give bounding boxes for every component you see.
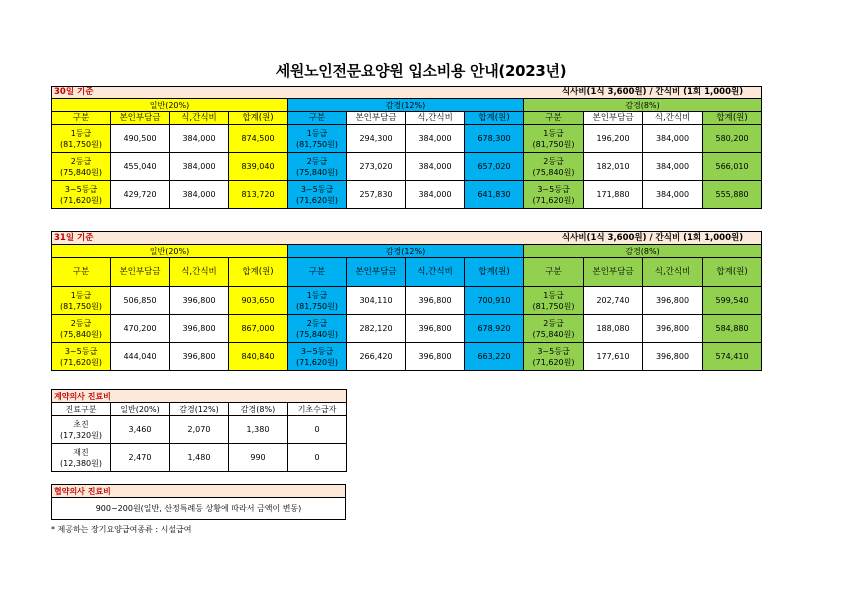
total-cell: 657,020 [465,153,524,181]
value-cell: 429,720 [111,181,170,209]
col-header: 합계(원) [465,258,524,287]
total-cell: 840,840 [229,343,288,371]
value-cell: 188,080 [584,315,643,343]
value-cell: 384,000 [643,125,703,153]
col-header: 본인부담금 [111,258,170,287]
value-cell: 273,020 [347,153,406,181]
value-cell: 384,000 [406,125,465,153]
value-cell: 3,460 [111,416,170,444]
col-header: 합계(원) [229,258,288,287]
total-cell: 574,410 [703,343,762,371]
value-cell: 506,850 [111,287,170,315]
col-header: 감경(8%) [229,403,288,416]
value-cell: 266,420 [347,343,406,371]
value-cell: 294,300 [347,125,406,153]
col-header: 본인부담금 [111,112,170,125]
grade-cell: 2등급 (75,840원) [52,153,111,181]
total-cell: 903,650 [229,287,288,315]
total-cell: 663,220 [465,343,524,371]
grade-cell: 2등급 (75,840원) [52,315,111,343]
col-header: 본인부담금 [584,258,643,287]
visit-kind-cell: 재진 (12,380원) [52,444,111,472]
total-cell: 867,000 [229,315,288,343]
table-row [52,444,347,472]
value-cell: 396,800 [170,315,229,343]
contract-doctor-title: 계약의사 진료비 [52,390,347,403]
group-reduced12: 감경(12%) [288,245,524,258]
grade-cell: 3~5등급 (71,620원) [52,181,111,209]
col-header: 구분 [288,112,347,125]
value-cell: 196,200 [584,125,643,153]
total-cell: 678,920 [465,315,524,343]
basis-label: 30일 기준 [52,87,406,99]
contract-doctor-table [51,389,347,472]
grade-cell: 2등급 (75,840원) [288,315,347,343]
value-cell: 384,000 [406,153,465,181]
value-cell: 444,040 [111,343,170,371]
value-cell: 384,000 [170,125,229,153]
value-cell: 304,110 [347,287,406,315]
value-cell: 171,880 [584,181,643,209]
assoc-doctor-table [51,484,346,520]
grade-cell: 1등급 (81,750원) [288,125,347,153]
col-header: 합계(원) [229,112,288,125]
value-cell: 282,120 [347,315,406,343]
value-cell: 396,800 [406,315,465,343]
table-row [52,315,762,343]
col-header: 일반(20%) [111,403,170,416]
grade-cell: 1등급 (81,750원) [524,287,584,315]
value-cell: 2,470 [111,444,170,472]
table-row [52,153,762,181]
value-cell: 384,000 [406,181,465,209]
value-cell: 177,610 [584,343,643,371]
value-cell: 396,800 [643,315,703,343]
page-title: 세원노인전문요양원 입소비용 안내(2023년) [275,62,567,80]
value-cell: 2,070 [170,416,229,444]
grade-cell: 2등급 (75,840원) [524,153,584,181]
assoc-doctor-title: 협약의사 진료비 [52,485,346,498]
group-reduced8: 감경(8%) [524,245,762,258]
total-cell: 874,500 [229,125,288,153]
value-cell: 396,800 [406,343,465,371]
value-cell: 257,830 [347,181,406,209]
assoc-doctor-text: 900~200원(일반, 산정특례등 상황에 따라서 금액이 변동) [52,498,346,520]
fee-table-30 [51,86,762,209]
grade-cell: 1등급 (81,750원) [524,125,584,153]
value-cell: 1,380 [229,416,288,444]
col-header: 합계(원) [703,112,762,125]
total-cell: 813,720 [229,181,288,209]
col-header: 식,간식비 [643,112,703,125]
meal-note: 식사비(1식 3,600원) / 간식비 (1회 1,000원) [406,232,762,245]
col-header: 진료구분 [52,403,111,416]
group-general: 일반(20%) [52,99,288,112]
grade-cell: 3~5등급 (71,620원) [52,343,111,371]
col-header: 기초수급자 [288,403,347,416]
value-cell: 384,000 [170,153,229,181]
meal-note: 식사비(1식 3,600원) / 간식비 (1회 1,000원) [406,87,762,99]
grade-cell: 2등급 (75,840원) [524,315,584,343]
grade-cell: 3~5등급 (71,620원) [524,181,584,209]
grade-cell: 1등급 (81,750원) [52,125,111,153]
table-row [52,343,762,371]
col-header: 식,간식비 [170,112,229,125]
col-header: 본인부담금 [347,258,406,287]
value-cell: 396,800 [643,287,703,315]
value-cell: 396,800 [643,343,703,371]
table-row [52,181,762,209]
col-header: 구분 [288,258,347,287]
value-cell: 470,200 [111,315,170,343]
col-header: 감경(12%) [170,403,229,416]
total-cell: 700,910 [465,287,524,315]
col-header: 구분 [524,112,584,125]
table-row [52,125,762,153]
value-cell: 0 [288,416,347,444]
value-cell: 990 [229,444,288,472]
total-cell: 584,880 [703,315,762,343]
total-cell: 580,200 [703,125,762,153]
col-header: 식,간식비 [406,112,465,125]
total-cell: 678,300 [465,125,524,153]
col-header: 구분 [52,112,111,125]
col-header: 합계(원) [703,258,762,287]
grade-cell: 3~5등급 (71,620원) [288,343,347,371]
total-cell: 839,040 [229,153,288,181]
value-cell: 384,000 [170,181,229,209]
value-cell: 0 [288,444,347,472]
col-header: 구분 [52,258,111,287]
col-header: 식,간식비 [406,258,465,287]
value-cell: 490,500 [111,125,170,153]
col-header: 본인부담금 [347,112,406,125]
basis-label: 31일 기준 [52,232,406,245]
total-cell: 599,540 [703,287,762,315]
value-cell: 396,800 [170,287,229,315]
fee-table-31 [51,231,762,371]
value-cell: 182,010 [584,153,643,181]
group-reduced8: 감경(8%) [524,99,762,112]
col-header: 합계(원) [465,112,524,125]
group-general: 일반(20%) [52,245,288,258]
value-cell: 384,000 [643,153,703,181]
total-cell: 641,830 [465,181,524,209]
value-cell: 202,740 [584,287,643,315]
footnote: * 제공하는 장기요양급여종류 : 시설급여 [51,525,192,534]
col-header: 구분 [524,258,584,287]
grade-cell: 1등급 (81,750원) [288,287,347,315]
table-row [52,287,762,315]
total-cell: 566,010 [703,153,762,181]
value-cell: 1,480 [170,444,229,472]
col-header: 식,간식비 [170,258,229,287]
visit-kind-cell: 초진 (17,320원) [52,416,111,444]
value-cell: 396,800 [406,287,465,315]
col-header: 식,간식비 [643,258,703,287]
grade-cell: 3~5등급 (71,620원) [524,343,584,371]
value-cell: 396,800 [170,343,229,371]
table-row [52,416,347,444]
grade-cell: 2등급 (75,840원) [288,153,347,181]
grade-cell: 3~5등급 (71,620원) [288,181,347,209]
total-cell: 555,880 [703,181,762,209]
value-cell: 384,000 [643,181,703,209]
grade-cell: 1등급 (81,750원) [52,287,111,315]
col-header: 본인부담금 [584,112,643,125]
value-cell: 455,040 [111,153,170,181]
group-reduced12: 감경(12%) [288,99,524,112]
